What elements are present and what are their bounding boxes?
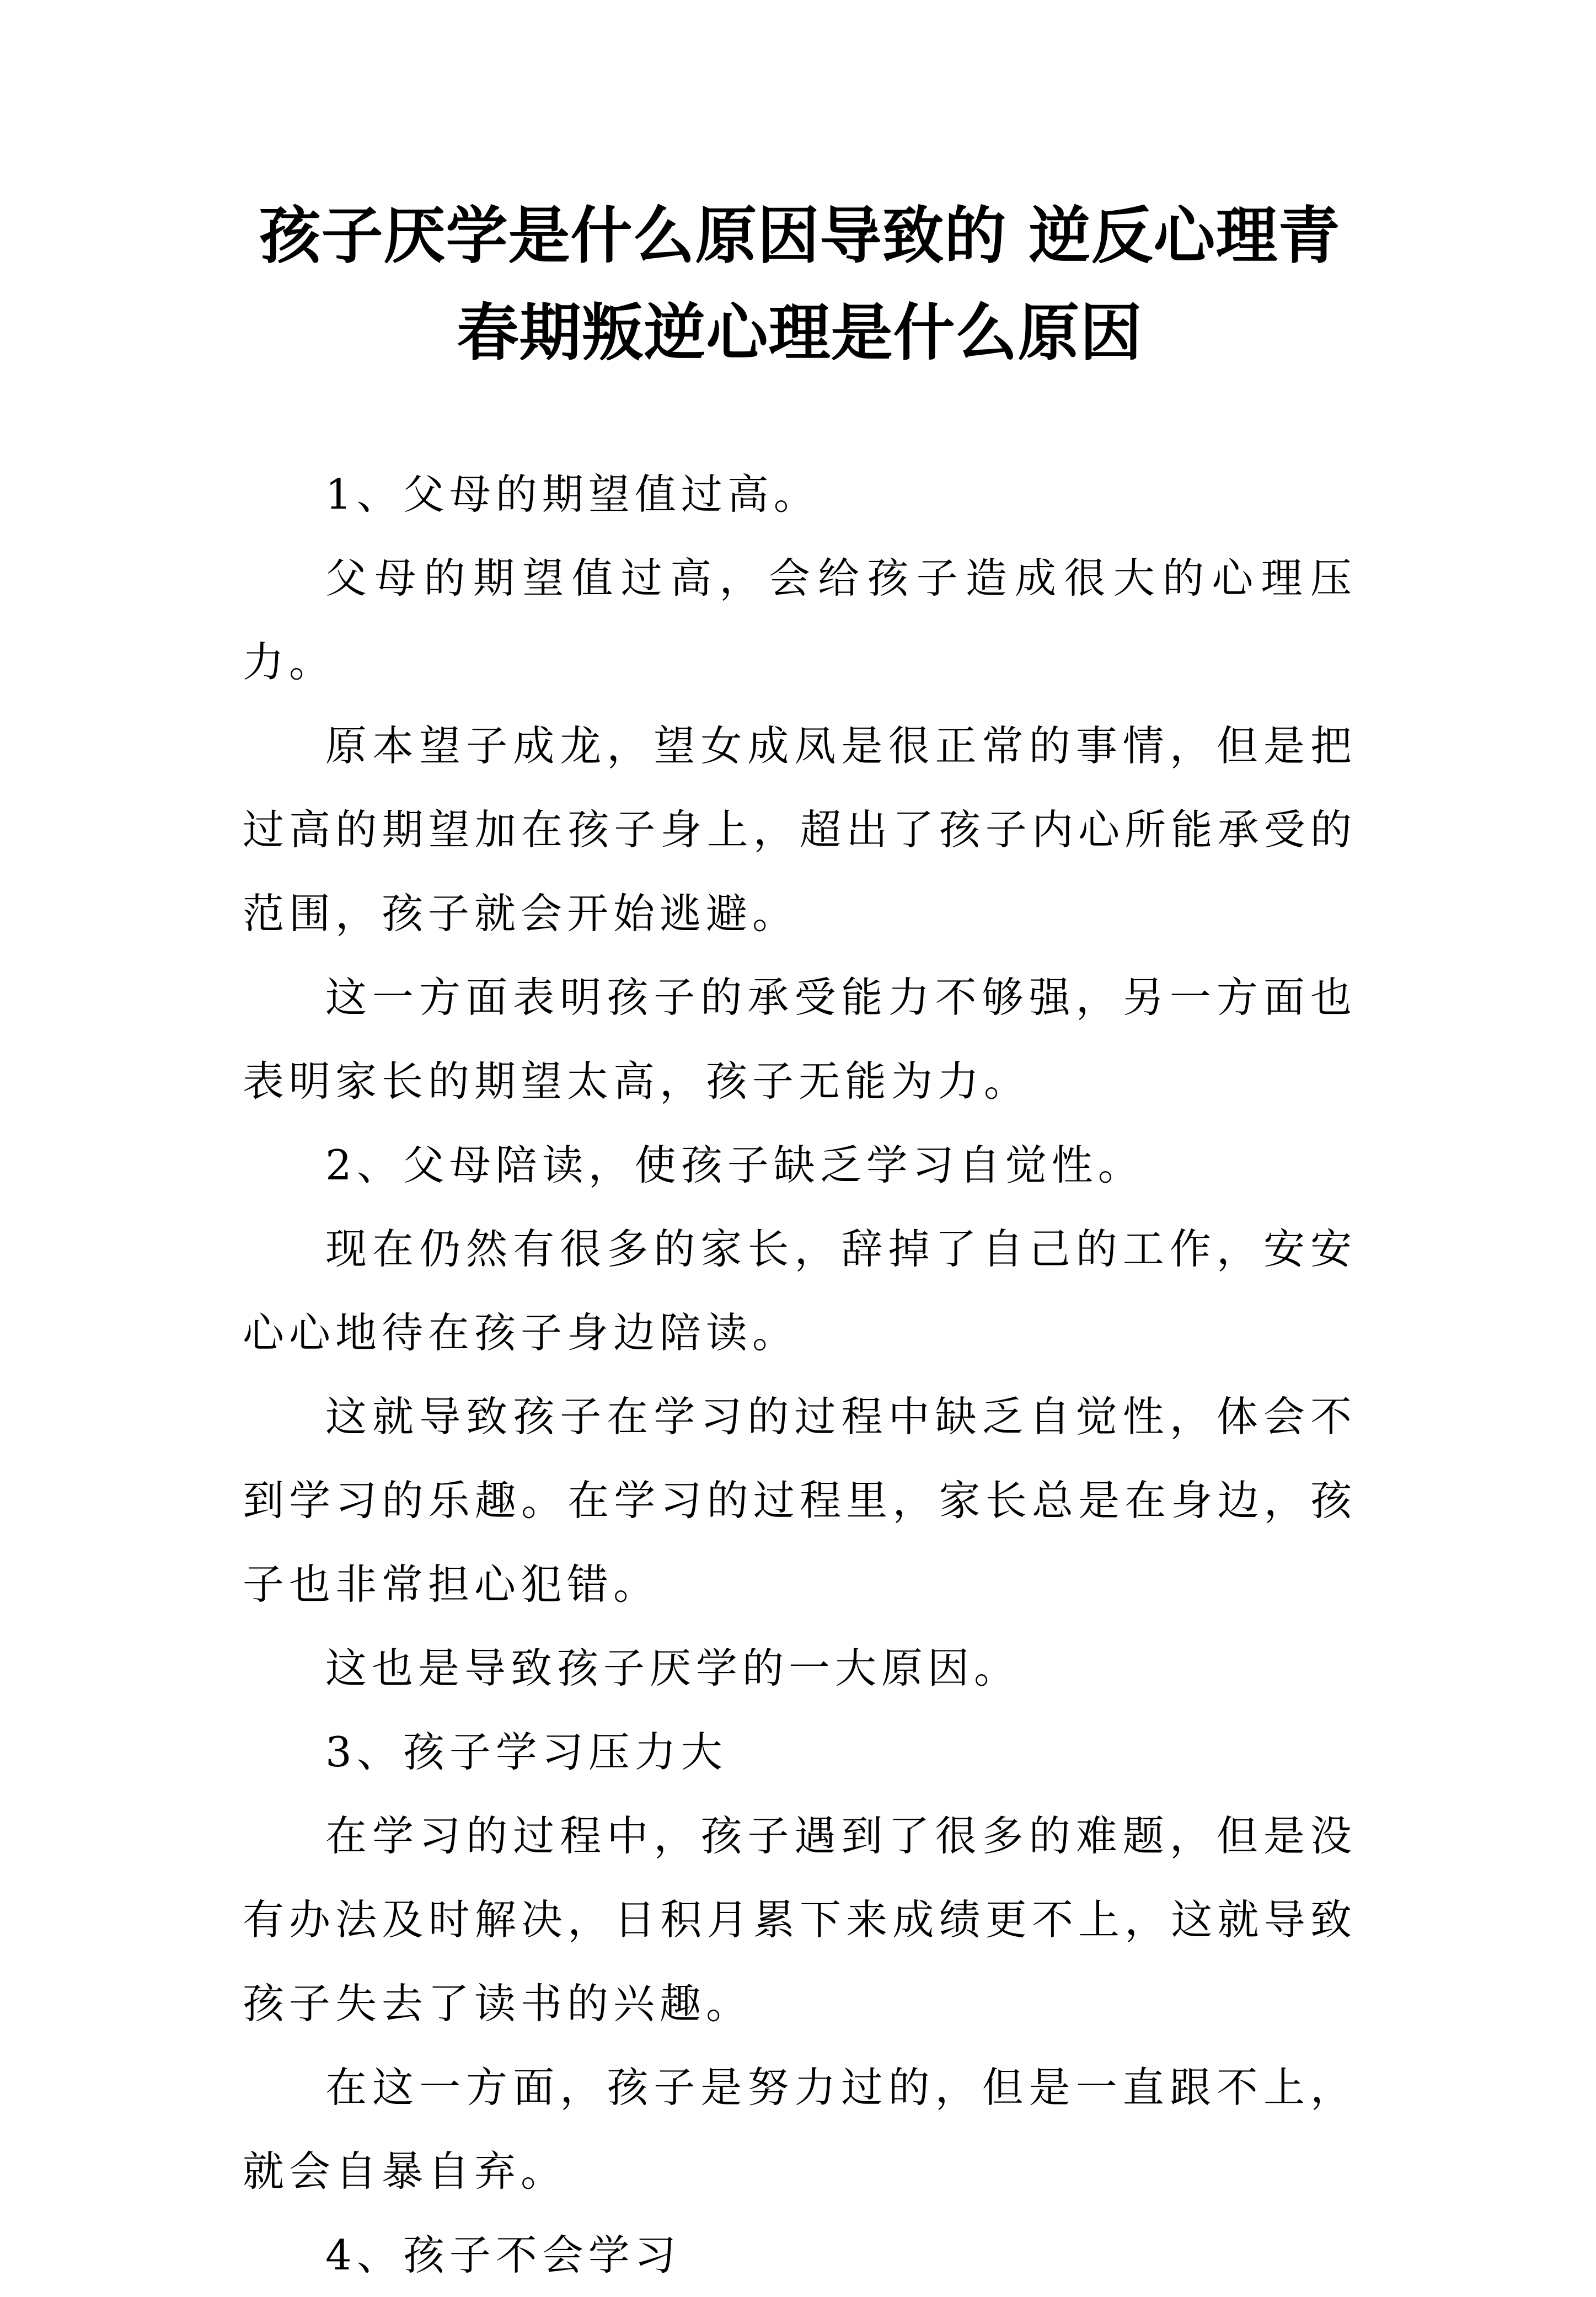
document-body: [243, 452, 1357, 2297]
paragraph: 原本望子成龙，望女成凤是很正常的事情，但是把过高的期望加在孩子身上，超出了孩子内心所能承受的范围，孩子就会开始逃避。: [243, 722, 1357, 938]
paragraph: 这也是导致孩子厌学的一大原因。: [325, 1644, 1021, 1692]
paragraph: 在这一方面，孩子是努力过的，但是一直跟不上，就会自暴自弃。: [243, 2063, 1357, 2195]
paragraph-heading-2: 2、父母陪读，使孩子缺乏学习自觉性。: [325, 1141, 1144, 1189]
paragraph: 这一方面表明孩子的承受能力不够强，另一方面也表明家长的期望太高，孩子无能为力。: [243, 973, 1357, 1105]
paragraph-heading-4: 4、孩子不会学习: [325, 2231, 681, 2279]
paragraph: 这就导致孩子在学习的过程中缺乏自觉性，体会不到学习的乐趣。在学习的过程里，家长总是在身边，孩子也非常担心犯错。: [243, 1392, 1357, 1609]
paragraph-heading-3: 3、孩子学习压力大: [325, 1728, 727, 1776]
paragraph: 在学习的过程中，孩子遇到了很多的难题，但是没有办法及时解决，日积月累下来成绩更不上，这就导致孩子失去了读书的兴趣。: [243, 1812, 1357, 2028]
paragraph-heading-1: 1、父母的期望值过高。: [325, 470, 820, 519]
paragraph: 现在仍然有很多的家长，辞掉了自己的工作，安安心心地待在孩子身边陪读。: [243, 1225, 1357, 1357]
paragraph: 父母的期望值过高，会给孩子造成很大的心理压力。: [243, 554, 1357, 686]
document-title: 孩子厌学是什么原因导致的 逆反心理青春期叛逆心理是什么原因: [259, 200, 1341, 369]
